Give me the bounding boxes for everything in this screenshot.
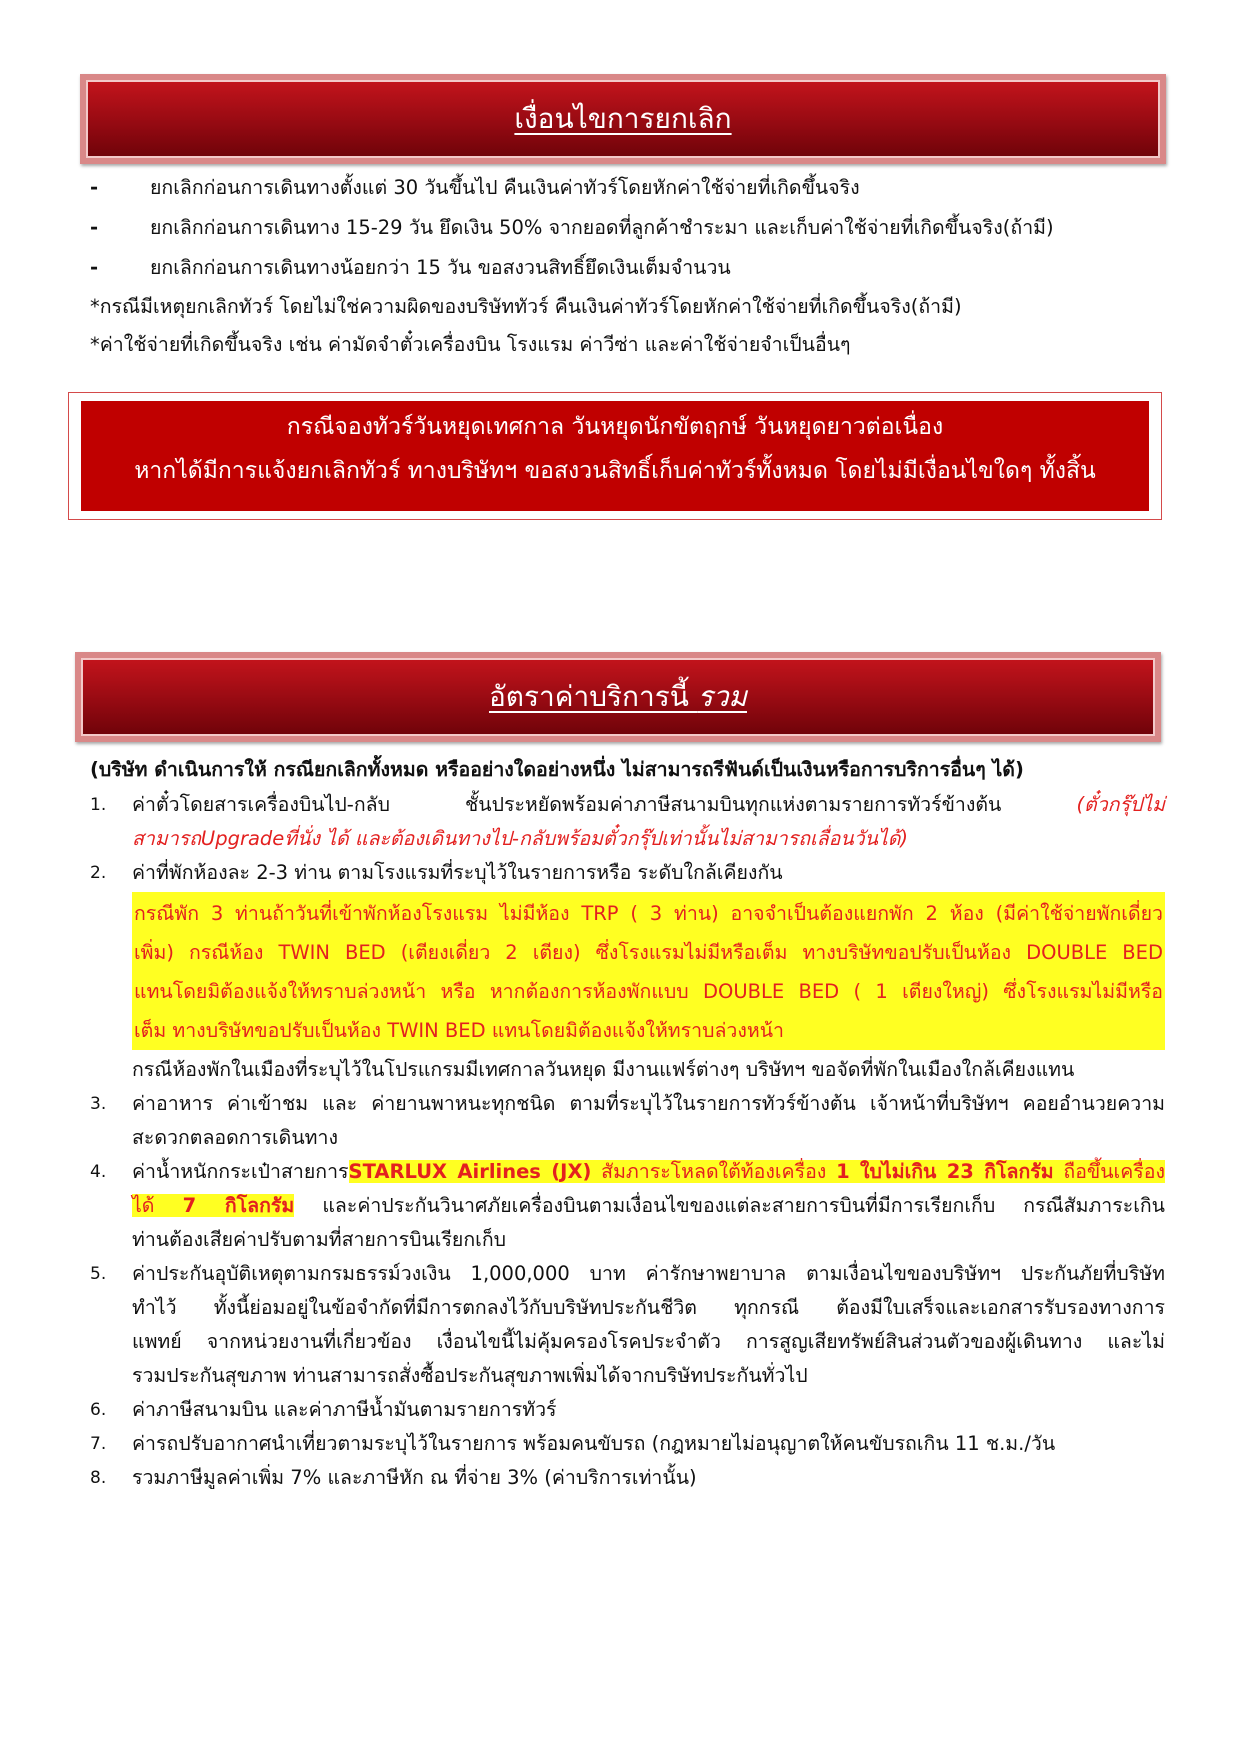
item-number: 7. [90, 1434, 107, 1454]
cancel-condition: - ยกเลิกก่อนการเดินทางน้อยกว่า 15 วัน ขอสงวนสิทธิ์ยึดเงินเต็มจำนวน [90, 256, 731, 279]
cancel-note: *ค่าใช้จ่ายที่เกิดขึ้นจริง เช่น ค่ามัดจำตั๋วเครื่องบิน โรงแรม ค่าวีซ่า และค่าใช้จ่ายจำเป็นอื่นๆ [90, 333, 851, 356]
cancel-section-banner [80, 74, 1166, 164]
include-item-4: ค่าน้ำหนักกระเป๋าสายการSTARLUX Airlines (JX) สัมภาระโหลดใต้ท้องเครื่อง 1 ใบไม่เกิน 23 กิโลกรัม ถือขึ้นเครื่อง ได้ 7 กิโลกรัม และค่าประกันวินาศภัยเครื่องบินตามเงื่อนไขของแต่ละสายการบินที่มีการเรียกเก็บ กรณีสัมภาระเกิน ท่านต้องเสียค่าปรับตามที่สายการบินเรียกเก็บ [132, 1160, 1165, 1251]
item-number: 6. [90, 1400, 107, 1420]
holiday-notice-box [68, 392, 1162, 520]
room-note-highlight: กรณีพัก 3 ท่านถ้าวันที่เข้าพักห้องโรงแรม ไม่มีห้อง TRP ( 3 ท่าน) อาจจำเป็นต้องแยกพัก 2 ห้อง (มีค่าใช้จ่ายพักเดี่ยว เพิ่ม) กรณีห้อง TWIN BED (เตียงเดี่ยว 2 เตียง) ซึ่งโรงแรมไม่มีหรือเต็ม ทางบริษัทขอปรับเป็นห้อง DOUBLE BED แทนโดยมิต้องแจ้งให้ทราบล่วงหน้า หรือ หากต้องการห้องพักแบบ DOUBLE BED ( 1 เตียงใหญ่) ซึ่งโรงแรมไม่มีหรือ เต็ม ทางบริษัทขอปรับเป็นห้อง TWIN BED แทนโดยมิต้องแจ้งให้ทราบล่วงหน้า [132, 892, 1165, 1050]
include-section-banner [75, 652, 1161, 742]
include-item-1: ค่าตั๋วโดยสารเครื่องบินไป-กลับ ชั้นประหยัดพร้อมค่าภาษีสนามบินทุกแห่งตามรายการทัวร์ข้างต้น (ตั๋วกรุ๊ปไม่ สามารถUpgradeที่นั่ง ได้ และต้องเดินทางไป-กลับพร้อมตั๋วกรุ๊ปเท่านั้นไม่สามารถเลื่อนวันได้) [132, 793, 1165, 850]
item-number: 2. [90, 863, 107, 883]
cancel-condition: - ยกเลิกก่อนการเดินทางตั้งแต่ 30 วันขึ้นไป คืนเงินค่าทัวร์โดยหักค่าใช้จ่ายที่เกิดขึ้นจริง [90, 176, 860, 199]
include-intro: (บริษัท ดำเนินการให้ กรณียกเลิกทั้งหมด หรืออย่างใดอย่างหนึ่ง ไม่สามารถรีฟันด์เป็นเงินหรือการบริการอื่นๆ ได้) [90, 758, 1024, 781]
item-number: 4. [90, 1162, 107, 1182]
item-number: 8. [90, 1468, 107, 1488]
include-section-title: อัตราค่าบริการนี้ รวม [488, 680, 747, 713]
include-item-6: ค่าภาษีสนามบิน และค่าภาษีน้ำมันตามรายการทัวร์ [132, 1398, 557, 1421]
item-number: 3. [90, 1094, 107, 1114]
holiday-notice-panel [81, 401, 1149, 511]
cancel-section-title: เงื่อนไขการยกเลิก [514, 102, 732, 135]
include-item-7: ค่ารถปรับอากาศนำเที่ยวตามระบุไว้ในรายการ พร้อมคนขับรถ (กฎหมายไม่อนุญาตให้คนขับรถเกิน 11 ช.ม./วัน [132, 1432, 1056, 1455]
cancel-note: *กรณีมีเหตุยกเลิกทัวร์ โดยไม่ใช่ความผิดของบริษัททัวร์ คืนเงินค่าทัวร์โดยหักค่าใช้จ่ายที่เกิดขึ้นจริง(ถ้ามี) [90, 295, 962, 318]
include-item-3: ค่าอาหาร ค่าเข้าชม และ ค่ายานพาหนะทุกชนิด ตามที่ระบุไว้ในรายการทัวร์ข้างต้น เจ้าหน้าที่บริษัทฯ คอยอำนวยความ สะดวกตลอดการเดินทาง [132, 1092, 1165, 1149]
item-number: 5. [90, 1264, 107, 1284]
holiday-notice-line: กรณีจองทัวร์วันหยุดเทศกาล วันหยุดนักขัตฤกษ์ วันหยุดยาวต่อเนื่อง [286, 414, 944, 440]
include-item-2: ค่าที่พักห้องละ 2-3 ท่าน ตามโรงแรมที่ระบุไว้ในรายการหรือ ระดับใกล้เคียงกัน [132, 861, 783, 884]
holiday-notice-line: หากได้มีการแจ้งยกเลิกทัวร์ ทางบริษัทฯ ขอสงวนสิทธิ์เก็บค่าทัวร์ทั้งหมด โดยไม่มีเงื่อนไขใดๆ ทั้งสิ้น [134, 458, 1096, 484]
include-item-2-extra: กรณีห้องพักในเมืองที่ระบุไว้ในโปรแกรมมีเทศกาลวันหยุด มีงานแฟร์ต่างๆ บริษัทฯ ขอจัดที่พักในเมืองใกล้เคียงแทน [132, 1058, 1075, 1081]
item-number: 1. [90, 795, 107, 815]
cancel-condition: - ยกเลิกก่อนการเดินทาง 15-29 วัน ยึดเงิน 50% จากยอดที่ลูกค้าชำระมา และเก็บค่าใช้จ่ายที่เกิดขึ้นจริง(ถ้ามี) [90, 216, 1054, 239]
include-item-5: ค่าประกันอุบัติเหตุตามกรมธรรม์วงเงิน 1,000,000 บาท ค่ารักษาพยาบาล ตามเงื่อนไขของบริษัทฯ ประกันภัยที่บริษัท ทำไว้ ทั้งนี้ย่อมอยู่ในข้อจำกัดที่มีการตกลงไว้กับบริษัทประกันชีวิต ทุกกรณี ต้องมีใบเสร็จและเอกสารรับรองทางการ แพทย์ จากหน่วยงานที่เกี่ยวข้อง เงื่อนไขนี้ไม่คุ้มครองโรคประจำตัว การสูญเสียทรัพย์สินส่วนตัวของผู้เดินทาง และไม่ รวมประกันสุขภาพ ท่านสามารถสั่งซื้อประกันสุขภาพเพิ่มได้จากบริษัทประกันทั่วไป [132, 1262, 1165, 1387]
include-item-8: รวมภาษีมูลค่าเพิ่ม 7% และภาษีหัก ณ ที่จ่าย 3% (ค่าบริการเท่านั้น) [132, 1466, 697, 1489]
